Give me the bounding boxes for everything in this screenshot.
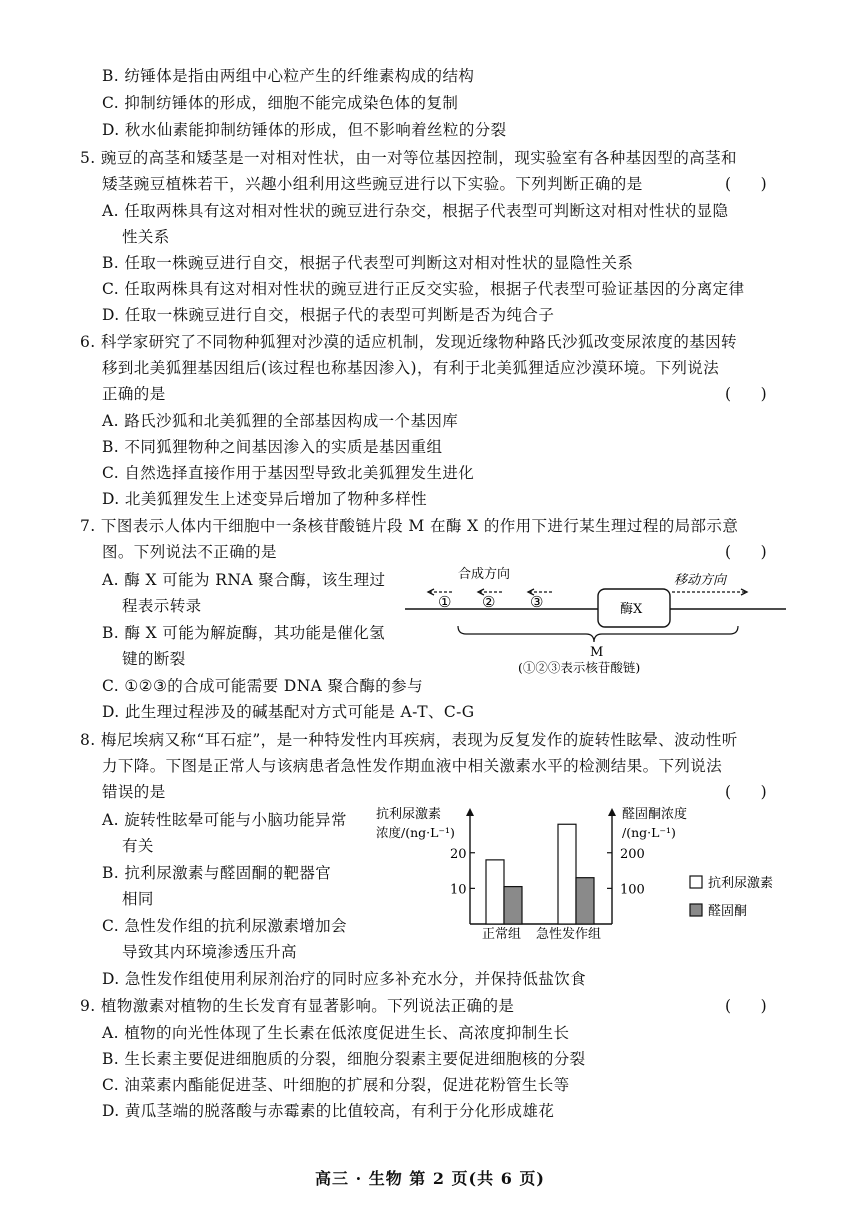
q6-stem-line3: 正确的是	[102, 385, 166, 403]
q5-option-c: C. 任取两株具有这对相对性状的豌豆进行正反交实验，根据子代表型可验证基因的分离定律	[102, 280, 745, 298]
q5-option-d: D. 任取一株豌豆进行自交，根据子代的表型可判断是否为纯合子	[102, 306, 555, 324]
q9-option-a: A. 植物的向光性体现了生长素在低浓度促进生长、高浓度抑制生长	[102, 1024, 570, 1042]
right-tick-label: 100	[620, 882, 645, 898]
q6-option-c: C. 自然选择直接作用于基因型导致北美狐狸发生进化	[102, 464, 475, 482]
left-axis-label-line2: 浓度/(ng·L⁻¹)	[376, 825, 455, 840]
movement-arrow	[672, 589, 747, 595]
hormone-bar-chart	[370, 800, 790, 950]
diagram-caption: (①②③表示核苷酸链)	[518, 660, 641, 675]
bar-adh-1	[558, 824, 576, 924]
q8-stem-line1: 8. 梅尼埃病又称“耳石症”，是一种特发性内耳疾病，表现为反复发作的旋转性眩晕、波动性听	[80, 731, 738, 749]
q5-option-b: B. 任取一株豌豆进行自交，根据子代表型可判断这对相对性状的显隐性关系	[102, 254, 634, 272]
q9-stem: 9. 植物激素对植物的生长发育有显著影响。下列说法正确的是	[80, 997, 515, 1015]
q6-stem-line2: 移到北美狐狸基因组后(该过程也称基因渗入)，有利于北美狐狸适应沙漠环境。下列说法	[102, 359, 720, 377]
q6-stem-line1: 6. 科学家研究了不同物种狐狸对沙漠的适应机制，发现近缘物种路氏沙狐改变尿浓度的基因转	[80, 333, 737, 351]
q7-option-a-line1: A. 酶 X 可能为 RNA 聚合酶，该生理过	[102, 571, 386, 589]
strand-m-brace	[458, 626, 738, 642]
strand-3-label: ③	[530, 593, 544, 611]
q5-option-a-line1: A. 任取两株具有这对相对性状的豌豆进行杂交，根据子代表型可判断这对相对性状的显隐	[102, 202, 729, 220]
legend-label-aldosterone: 醛固酮	[708, 904, 748, 919]
right-tick-label: 200	[620, 846, 645, 862]
q9-option-b: B. 生长素主要促进细胞质的分裂，细胞分裂素主要促进细胞核的分裂	[102, 1050, 586, 1068]
q8-option-b-line1: B. 抗利尿激素与醛固酮的靶器官	[102, 864, 332, 882]
legend-label-adh: 抗利尿激素	[708, 876, 774, 891]
right-axis-label-line1: 醛固酮浓度	[622, 807, 688, 822]
left-axis-arrow	[466, 808, 474, 816]
q6-option-b: B. 不同狐狸物种之间基因渗入的实质是基因重组	[102, 438, 443, 456]
q5-stem-line1: 5. 豌豆的高茎和矮茎是一对相对性状，由一对等位基因控制，现实验室有各种基因型的高茎和	[80, 149, 737, 167]
q7-stem-line2: 图。下列说法不正确的是	[102, 543, 277, 561]
page-footer: 高三 · 生物 第 2 页(共 6 页)	[315, 1169, 545, 1188]
strand-2-label: ②	[482, 593, 496, 611]
left-tick-label: 10	[450, 882, 467, 898]
left-tick-label: 20	[450, 846, 467, 862]
q7-stem-line1: 7. 下图表示人体内干细胞中一条核苷酸链片段 M 在酶 X 的作用下进行某生理过程的局部示意	[80, 517, 739, 535]
synthesis-direction-label: 合成方向	[458, 567, 511, 582]
q5-answer-paren: ( )	[725, 175, 767, 193]
category-label-normal: 正常组	[482, 927, 522, 942]
right-axis-label-line2: /(ng·L⁻¹)	[622, 825, 676, 840]
right-axis-arrow	[608, 808, 616, 816]
q4-option-b: B. 纺锤体是指由两组中心粒产生的纤维素构成的结构	[102, 67, 475, 85]
q7-option-a-line2: 程表示转录	[122, 597, 202, 615]
legend-swatch-aldosterone	[690, 904, 702, 916]
category-label-acute: 急性发作组	[536, 927, 602, 942]
q8-option-c-line1: C. 急性发作组的抗利尿激素增加会	[102, 917, 347, 935]
legend-swatch-adh	[690, 876, 702, 888]
q8-option-a-line2: 有关	[122, 837, 154, 855]
bar-aldosterone-0	[504, 887, 522, 924]
q6-answer-paren: ( )	[725, 385, 767, 403]
strand-m-label: M	[590, 645, 604, 660]
q7-diagram	[400, 562, 790, 680]
q8-option-c-line2: 导致其内环境渗透压升高	[122, 943, 297, 961]
q9-answer-paren: ( )	[725, 997, 767, 1015]
q8-option-d: D. 急性发作组使用利尿剂治疗的同时应多补充水分，并保持低盐饮食	[102, 970, 587, 988]
enzyme-x-label: 酶X	[620, 602, 643, 617]
chart-ticks	[450, 847, 645, 898]
q4-option-c: C. 抑制纺锤体的形成，细胞不能完成染色体的复制	[102, 94, 459, 112]
q8-option-a-line1: A. 旋转性眩晕可能与小脑功能异常	[102, 811, 347, 829]
chart-bars	[486, 824, 594, 924]
bar-adh-0	[486, 860, 504, 924]
bar-aldosterone-1	[576, 878, 594, 924]
q6-option-a: A. 路氏沙狐和北美狐狸的全部基因构成一个基因库	[102, 412, 459, 430]
q5-stem-line2: 矮茎豌豆植株若干，兴趣小组利用这些豌豆进行以下实验。下列判断正确的是	[102, 175, 643, 193]
q8-stem-line2: 力下降。下图是正常人与该病患者急性发作期血液中相关激素水平的检测结果。下列说法	[102, 757, 723, 775]
q8-answer-paren: ( )	[725, 783, 767, 801]
left-axis-label-line1: 抗利尿激素	[376, 807, 442, 822]
strand-1-label: ①	[438, 593, 452, 611]
q7-option-d: D. 此生理过程涉及的碱基配对方式可能是 A-T、C-G	[102, 703, 475, 721]
q9-option-c: C. 油菜素内酯能促进茎、叶细胞的扩展和分裂，促进花粉管生长等	[102, 1076, 570, 1094]
q6-option-d: D. 北美狐狸发生上述变异后增加了物种多样性	[102, 490, 428, 508]
q7-answer-paren: ( )	[725, 543, 767, 561]
q8-option-b-line2: 相同	[122, 890, 154, 908]
q7-option-b-line2: 键的断裂	[122, 650, 186, 668]
q4-option-d: D. 秋水仙素能抑制纺锤体的形成，但不影响着丝粒的分裂	[102, 121, 507, 139]
q8-stem-line3: 错误的是	[102, 783, 166, 801]
q5-option-a-line2: 性关系	[122, 228, 170, 246]
q7-option-c: C. ①②③的合成可能需要 DNA 聚合酶的参与	[102, 677, 423, 695]
q7-option-b-line1: B. 酶 X 可能为解旋酶，其功能是催化氢	[102, 624, 386, 642]
q9-option-d: D. 黄瓜茎端的脱落酸与赤霉素的比值较高，有利于分化形成雄花	[102, 1102, 555, 1120]
movement-direction-label: 移动方向	[674, 573, 727, 588]
